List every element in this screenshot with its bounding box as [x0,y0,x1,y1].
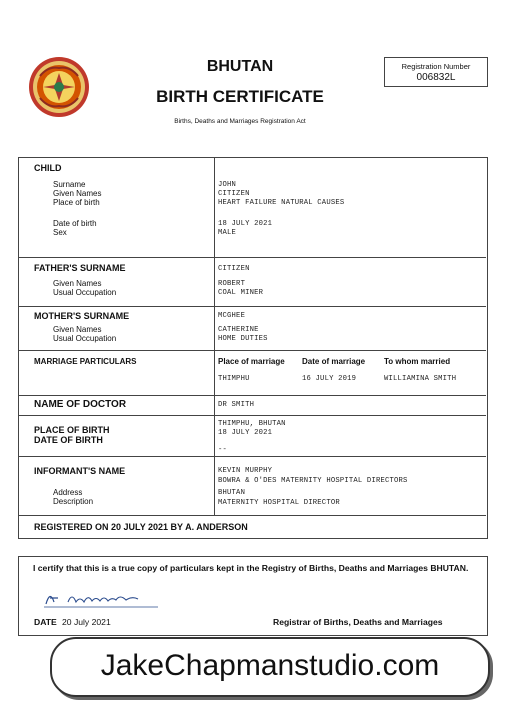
father-given-value: ROBERT [218,280,246,288]
registered-line: REGISTERED ON 20 JULY 2021 BY A. ANDERSON [34,522,248,532]
birth-place-heading: PLACE OF BIRTH [34,425,110,435]
registrar-title: Registrar of Births, Deaths and Marriages [273,617,443,627]
child-dob-label: Date of birth [53,219,97,228]
certify-text: I certify that this is a true copy of particulars kept in the Registry of Births, Deaths and Marriages BHUTAN. [33,563,469,573]
father-surname-value: CITIZEN [218,265,250,273]
certify-date-label: DATE [34,617,57,627]
mother-heading: MOTHER'S SURNAME [34,311,130,321]
country-title: BHUTAN [206,58,274,75]
child-surname-label: Surname [53,180,86,189]
father-heading: FATHER'S SURNAME [34,263,126,273]
informant-org-value: BOWRA & O'DES MATERNITY HOSPITAL DIRECTORS [218,477,408,485]
marriage-date-value: 16 JULY 2019 [302,375,357,383]
marriage-whom-header: To whom married [384,357,451,366]
mother-occupation-value: HOME DUTIES [218,335,268,343]
mother-given-label: Given Names [53,325,102,334]
father-occupation-value: COAL MINER [218,289,264,297]
informant-address-label: Address [53,488,83,497]
child-surname-value: JOHN [218,181,237,189]
birth-place-value: THIMPHU, BHUTAN [218,420,286,428]
marriage-place-value: THIMPHU [218,375,250,383]
child-heading: CHILD [34,163,62,173]
marriage-date-header: Date of marriage [302,357,366,366]
child-place-value: HEART FAILURE NATURAL CAUSES [218,199,345,207]
emblem-icon [28,56,90,118]
child-place-label: Place of birth [53,198,100,207]
informant-address-value: BHUTAN [218,489,246,497]
child-dob-value: 18 JULY 2021 [218,220,273,228]
doctor-value: DR SMITH [218,401,255,409]
certify-date-value: 20 July 2021 [62,617,111,627]
watermark-text: JakeChapmanstudio.com [100,649,440,682]
registration-label: Registration Number [401,62,471,71]
mother-given-value: CATHERINE [218,326,259,334]
child-given-label: Given Names [53,189,102,198]
mother-occupation-label: Usual Occupation [53,334,117,343]
national-emblem [28,56,90,118]
column-divider [214,157,215,515]
watermark-banner [50,637,490,697]
registration-box [384,57,488,87]
child-sex-value: MALE [218,229,237,237]
informant-description-value: MATERNITY HOSPITAL DIRECTOR [218,499,340,507]
registration-number: 006832L [416,72,456,83]
marriage-whom-value: WILLIAMINA SMITH [384,375,457,383]
birth-extra-value: -- [218,446,228,454]
mother-surname-value: MCGHEE [218,312,246,320]
marriage-place-header: Place of marriage [218,357,285,366]
father-given-label: Given Names [53,279,102,288]
marriage-heading: MARRIAGE PARTICULARS [34,357,137,366]
child-given-value: CITIZEN [218,190,250,198]
document-title: BIRTH CERTIFICATE [156,87,324,106]
doctor-heading: NAME OF DOCTOR [34,399,127,410]
father-occupation-label: Usual Occupation [53,288,117,297]
birth-date-heading: DATE OF BIRTH [34,435,103,445]
birth-date-value: 18 JULY 2021 [218,429,273,437]
act-subtitle: Births, Deaths and Marriages Registration Act [174,118,306,125]
informant-heading: INFORMANT'S NAME [34,466,126,476]
informant-name-value: KEVIN MURPHY [218,467,273,475]
child-sex-label: Sex [53,228,67,237]
signature [40,586,170,610]
signature-icon [40,586,170,610]
informant-description-label: Description [53,497,94,506]
